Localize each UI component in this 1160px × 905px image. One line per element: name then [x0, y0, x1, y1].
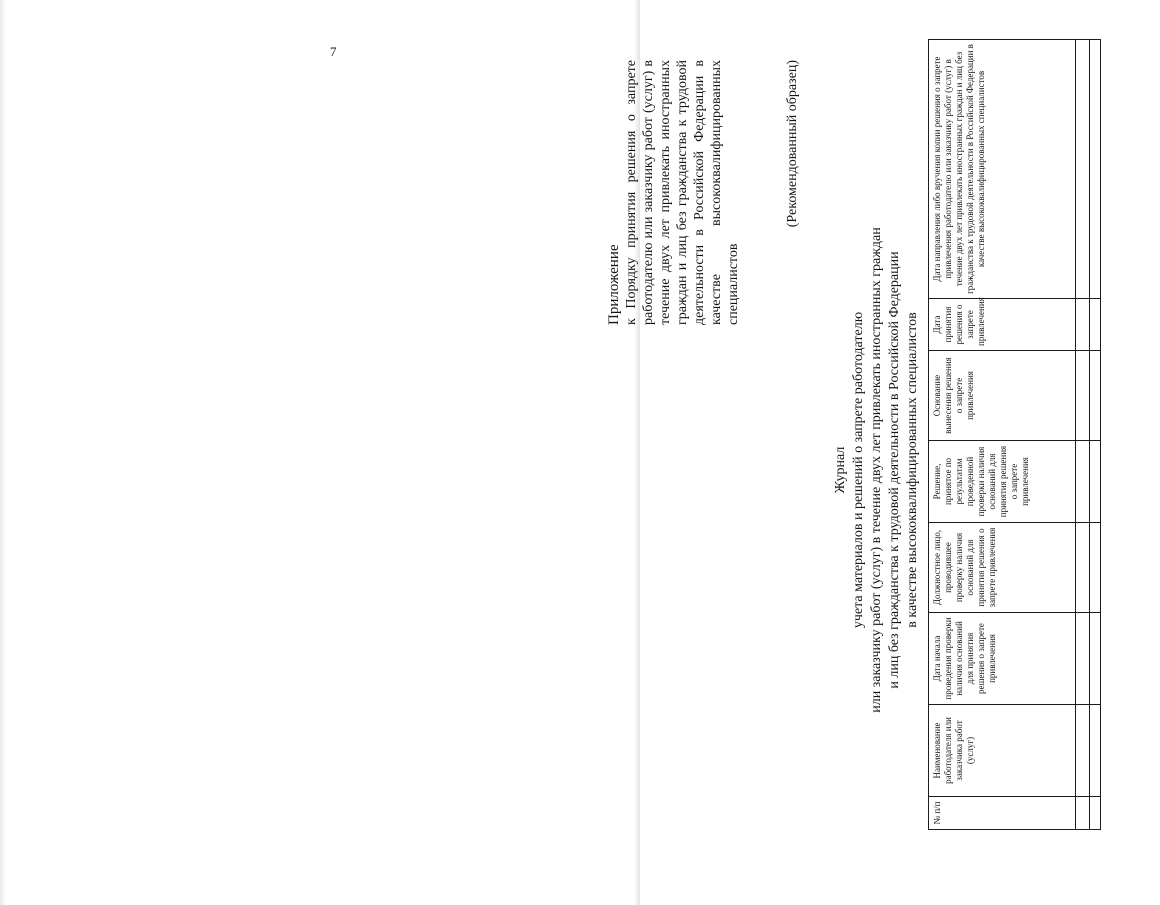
table-header-row	[929, 40, 1076, 830]
table-cell	[1090, 797, 1101, 830]
journal-title: Журнал	[833, 446, 848, 494]
journal-subtitle-line-3: и лиц без гражданства к трудовой деятельности в Российской Федерации	[887, 251, 902, 689]
journal-title-block	[832, 210, 922, 730]
table-cell	[1090, 523, 1101, 613]
table-cell	[1076, 705, 1090, 797]
table-cell	[1090, 613, 1101, 705]
table-cell	[1090, 705, 1101, 797]
journal-table-wrapper	[928, 40, 1101, 830]
journal-subtitle-line-4: в качестве высококвалифицированных специалистов	[905, 312, 920, 628]
table-cell	[1090, 40, 1101, 299]
journal-subtitle-line-1: учета материалов и решений о запрете работодателю	[851, 311, 866, 629]
appendix-text: к Порядку принятия решения о запрете работодателю или заказчику работ (услуг) в течение двух лет привлекать иностранных граждан и лиц без гражданства к трудовой деятельности в Российской Федерации в качестве высококвалифицированных специалистов	[624, 60, 741, 325]
table-cell	[1076, 40, 1090, 299]
column-header-check-decision: Решение, принятое по результатам проведенной проверки наличия оснований для принятия решения о запрете привлечения	[929, 441, 1076, 523]
table-cell	[1076, 351, 1090, 441]
appendix-block	[606, 60, 742, 325]
table-cell	[1090, 441, 1101, 523]
table-cell	[1076, 797, 1090, 830]
table-cell	[1076, 441, 1090, 523]
table-cell	[1076, 613, 1090, 705]
rotated-content	[600, 44, 1160, 880]
column-header-employer-name: Наименование работодателя или заказчика работ (услуг)	[929, 705, 1076, 797]
column-header-number: № п/п	[929, 797, 1076, 830]
column-header-copy-delivery-date: Дата направления либо вручения копии решения о запрете привлечения работодателю или заказчику работ (услуг) в течение двух лет привлекать иностранных граждан и лиц без гражданства к трудовой деятельности в Российской Федерации в качестве высококвалифицированных специалистов	[929, 40, 1076, 299]
table-cell	[1090, 351, 1101, 441]
column-header-check-start-date: Дата начала проведения проверки наличия оснований для принятия решения о запрете привлечения	[929, 613, 1076, 705]
table-cell	[1090, 299, 1101, 351]
column-header-decision-date: Дата принятия решения о запрете привлечения	[929, 299, 1076, 351]
table-cell	[1076, 299, 1090, 351]
table-row	[1090, 40, 1101, 830]
sample-note: (Рекомендованный образец)	[785, 60, 800, 228]
page-number: 7	[330, 44, 337, 59]
column-header-responsible-official: Должностное лицо, проводившее проверку наличия оснований для принятия решения о запрете привлечения	[929, 523, 1076, 613]
column-header-decision-grounds: Основание вынесения решения о запрете привлечения	[929, 351, 1076, 441]
journal-subtitle-line-2: или заказчику работ (услуг) в течение двух лет привлекать иностранных граждан	[869, 227, 884, 713]
journal-table	[928, 39, 1101, 830]
table-cell	[1076, 523, 1090, 613]
appendix-heading: Приложение	[606, 244, 622, 325]
table-row	[1076, 40, 1090, 830]
